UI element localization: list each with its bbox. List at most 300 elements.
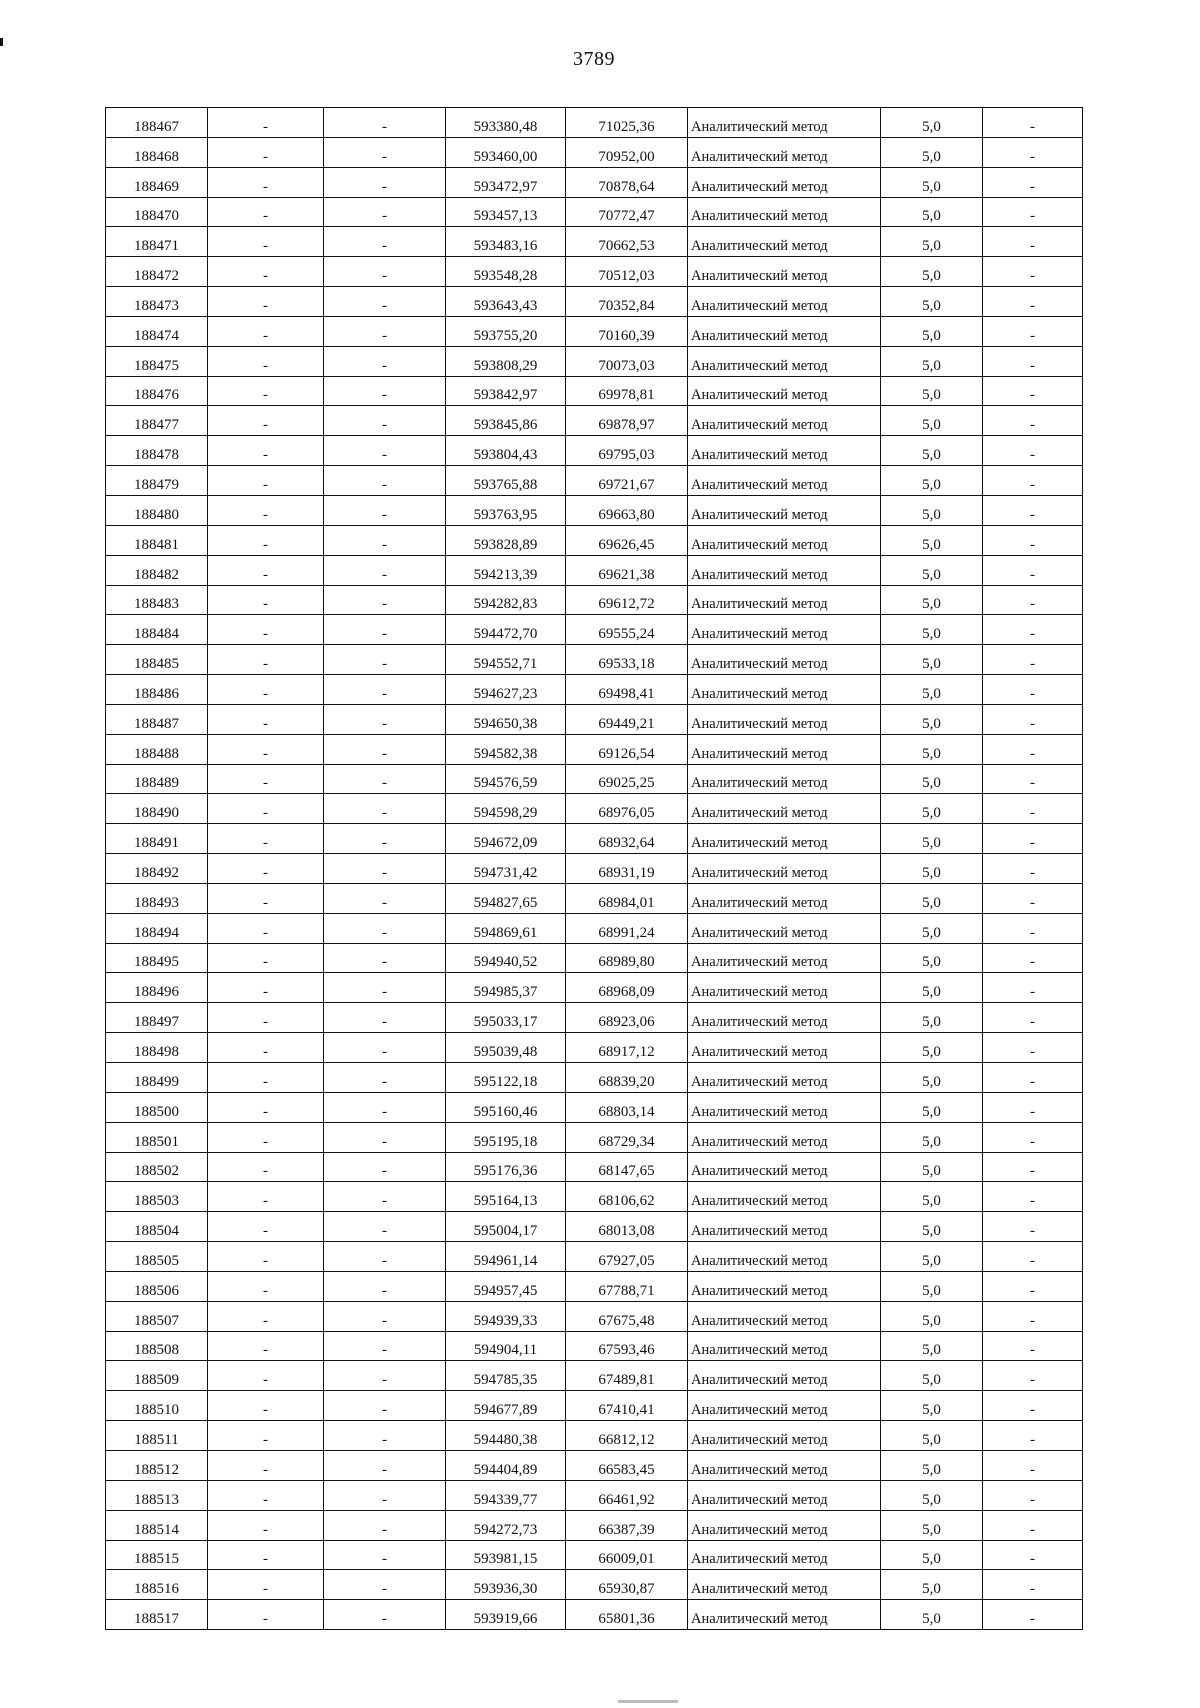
description-cell: - [983,794,1083,824]
empty-coord-cell: - [208,1152,324,1182]
point-number-cell: 188511 [106,1421,208,1451]
accuracy-cell: 5,0 [881,1122,983,1152]
empty-coord-cell: - [324,406,446,436]
point-number-cell: 188495 [106,943,208,973]
empty-coord-cell: - [324,287,446,317]
empty-coord-cell: - [208,197,324,227]
empty-coord-cell: - [324,1331,446,1361]
method-cell: Аналитический метод [688,1450,881,1480]
empty-coord-cell: - [208,1361,324,1391]
coordinates-table [105,107,1083,1630]
y-coordinate-cell: 69612,72 [566,585,688,615]
point-number-cell: 188494 [106,913,208,943]
y-coordinate-cell: 68803,14 [566,1092,688,1122]
empty-coord-cell: - [324,1421,446,1451]
x-coordinate-cell: 594940,52 [446,943,566,973]
point-number-cell: 188476 [106,376,208,406]
y-coordinate-cell: 69498,41 [566,675,688,705]
empty-coord-cell: - [324,1182,446,1212]
x-coordinate-cell: 593936,30 [446,1570,566,1600]
method-cell: Аналитический метод [688,704,881,734]
method-cell: Аналитический метод [688,824,881,854]
description-cell: - [983,1301,1083,1331]
method-cell: Аналитический метод [688,794,881,824]
description-cell: - [983,1033,1083,1063]
empty-coord-cell: - [324,1242,446,1272]
table-row [106,1152,1083,1182]
x-coordinate-cell: 594672,09 [446,824,566,854]
empty-coord-cell: - [324,1540,446,1570]
empty-coord-cell: - [324,227,446,257]
empty-coord-cell: - [324,1480,446,1510]
description-cell: - [983,824,1083,854]
table-row [106,1063,1083,1093]
accuracy-cell: 5,0 [881,1152,983,1182]
point-number-cell: 188509 [106,1361,208,1391]
accuracy-cell: 5,0 [881,675,983,705]
point-number-cell: 188482 [106,555,208,585]
description-cell: - [983,197,1083,227]
accuracy-cell: 5,0 [881,1271,983,1301]
table-row [106,764,1083,794]
empty-coord-cell: - [324,316,446,346]
method-cell: Аналитический метод [688,675,881,705]
accuracy-cell: 5,0 [881,734,983,764]
table-row [106,585,1083,615]
y-coordinate-cell: 66387,39 [566,1510,688,1540]
point-number-cell: 188502 [106,1152,208,1182]
method-cell: Аналитический метод [688,615,881,645]
table-row [106,167,1083,197]
accuracy-cell: 5,0 [881,495,983,525]
table-row [106,495,1083,525]
point-number-cell: 188468 [106,137,208,167]
x-coordinate-cell: 593548,28 [446,257,566,287]
method-cell: Аналитический метод [688,1540,881,1570]
x-coordinate-cell: 595160,46 [446,1092,566,1122]
empty-coord-cell: - [208,1540,324,1570]
table-row [106,1182,1083,1212]
method-cell: Аналитический метод [688,316,881,346]
method-cell: Аналитический метод [688,555,881,585]
point-number-cell: 188471 [106,227,208,257]
method-cell: Аналитический метод [688,645,881,675]
empty-coord-cell: - [208,376,324,406]
point-number-cell: 188515 [106,1540,208,1570]
empty-coord-cell: - [208,1391,324,1421]
description-cell: - [983,734,1083,764]
point-number-cell: 188469 [106,167,208,197]
accuracy-cell: 5,0 [881,1480,983,1510]
x-coordinate-cell: 595176,36 [446,1152,566,1182]
empty-coord-cell: - [324,734,446,764]
x-coordinate-cell: 594957,45 [446,1271,566,1301]
method-cell: Аналитический метод [688,1033,881,1063]
table-row [106,257,1083,287]
empty-coord-cell: - [208,883,324,913]
empty-coord-cell: - [324,645,446,675]
description-cell: - [983,555,1083,585]
empty-coord-cell: - [324,675,446,705]
point-number-cell: 188484 [106,615,208,645]
y-coordinate-cell: 68147,65 [566,1152,688,1182]
table-row [106,406,1083,436]
table-row [106,1271,1083,1301]
empty-coord-cell: - [324,466,446,496]
y-coordinate-cell: 70073,03 [566,346,688,376]
description-cell: - [983,167,1083,197]
empty-coord-cell: - [208,1450,324,1480]
accuracy-cell: 5,0 [881,137,983,167]
accuracy-cell: 5,0 [881,1450,983,1480]
y-coordinate-cell: 67675,48 [566,1301,688,1331]
y-coordinate-cell: 67593,46 [566,1331,688,1361]
point-number-cell: 188485 [106,645,208,675]
point-number-cell: 188499 [106,1063,208,1093]
x-coordinate-cell: 594961,14 [446,1242,566,1272]
empty-coord-cell: - [208,704,324,734]
empty-coord-cell: - [324,615,446,645]
x-coordinate-cell: 595122,18 [446,1063,566,1093]
empty-coord-cell: - [324,913,446,943]
point-number-cell: 188472 [106,257,208,287]
x-coordinate-cell: 593842,97 [446,376,566,406]
method-cell: Аналитический метод [688,1152,881,1182]
point-number-cell: 188497 [106,1003,208,1033]
method-cell: Аналитический метод [688,973,881,1003]
point-number-cell: 188491 [106,824,208,854]
method-cell: Аналитический метод [688,1391,881,1421]
empty-coord-cell: - [324,436,446,466]
y-coordinate-cell: 70352,84 [566,287,688,317]
x-coordinate-cell: 593460,00 [446,137,566,167]
empty-coord-cell: - [324,1391,446,1421]
x-coordinate-cell: 594677,89 [446,1391,566,1421]
description-cell: - [983,1003,1083,1033]
accuracy-cell: 5,0 [881,197,983,227]
point-number-cell: 188501 [106,1122,208,1152]
empty-coord-cell: - [324,376,446,406]
method-cell: Аналитический метод [688,137,881,167]
point-number-cell: 188487 [106,704,208,734]
y-coordinate-cell: 67788,71 [566,1271,688,1301]
method-cell: Аналитический метод [688,495,881,525]
empty-coord-cell: - [208,794,324,824]
point-number-cell: 188514 [106,1510,208,1540]
empty-coord-cell: - [324,824,446,854]
method-cell: Аналитический метод [688,734,881,764]
y-coordinate-cell: 66583,45 [566,1450,688,1480]
accuracy-cell: 5,0 [881,704,983,734]
accuracy-cell: 5,0 [881,316,983,346]
accuracy-cell: 5,0 [881,376,983,406]
method-cell: Аналитический метод [688,1331,881,1361]
table-row [106,794,1083,824]
empty-coord-cell: - [208,1182,324,1212]
x-coordinate-cell: 593919,66 [446,1600,566,1630]
description-cell: - [983,883,1083,913]
table-row [106,346,1083,376]
method-cell: Аналитический метод [688,943,881,973]
empty-coord-cell: - [208,854,324,884]
table-row [106,197,1083,227]
empty-coord-cell: - [208,824,324,854]
x-coordinate-cell: 594272,73 [446,1510,566,1540]
y-coordinate-cell: 69626,45 [566,525,688,555]
x-coordinate-cell: 594339,77 [446,1480,566,1510]
point-number-cell: 188488 [106,734,208,764]
point-number-cell: 188507 [106,1301,208,1331]
y-coordinate-cell: 69555,24 [566,615,688,645]
description-cell: - [983,1331,1083,1361]
table-row [106,973,1083,1003]
table-row [106,854,1083,884]
point-number-cell: 188513 [106,1480,208,1510]
description-cell: - [983,1242,1083,1272]
accuracy-cell: 5,0 [881,406,983,436]
table-row [106,466,1083,496]
y-coordinate-cell: 70512,03 [566,257,688,287]
empty-coord-cell: - [208,227,324,257]
x-coordinate-cell: 594985,37 [446,973,566,1003]
method-cell: Аналитический метод [688,1003,881,1033]
y-coordinate-cell: 68729,34 [566,1122,688,1152]
table-row [106,1600,1083,1630]
table-row [106,943,1083,973]
accuracy-cell: 5,0 [881,1570,983,1600]
x-coordinate-cell: 593457,13 [446,197,566,227]
accuracy-cell: 5,0 [881,1421,983,1451]
empty-coord-cell: - [208,257,324,287]
y-coordinate-cell: 68976,05 [566,794,688,824]
y-coordinate-cell: 65930,87 [566,1570,688,1600]
description-cell: - [983,585,1083,615]
x-coordinate-cell: 595039,48 [446,1033,566,1063]
point-number-cell: 188473 [106,287,208,317]
method-cell: Аналитический метод [688,257,881,287]
empty-coord-cell: - [208,1122,324,1152]
method-cell: Аналитический метод [688,1301,881,1331]
description-cell: - [983,943,1083,973]
x-coordinate-cell: 594213,39 [446,555,566,585]
empty-coord-cell: - [324,1122,446,1152]
description-cell: - [983,137,1083,167]
empty-coord-cell: - [324,525,446,555]
table-row [106,525,1083,555]
point-number-cell: 188480 [106,495,208,525]
x-coordinate-cell: 594869,61 [446,913,566,943]
accuracy-cell: 5,0 [881,466,983,496]
method-cell: Аналитический метод [688,1600,881,1630]
table-row [106,645,1083,675]
y-coordinate-cell: 67410,41 [566,1391,688,1421]
method-cell: Аналитический метод [688,108,881,138]
empty-coord-cell: - [208,1271,324,1301]
description-cell: - [983,346,1083,376]
point-number-cell: 188470 [106,197,208,227]
method-cell: Аналитический метод [688,167,881,197]
description-cell: - [983,436,1083,466]
y-coordinate-cell: 69449,21 [566,704,688,734]
empty-coord-cell: - [324,1361,446,1391]
description-cell: - [983,227,1083,257]
description-cell: - [983,704,1083,734]
table-row [106,137,1083,167]
accuracy-cell: 5,0 [881,346,983,376]
empty-coord-cell: - [208,973,324,1003]
x-coordinate-cell: 593845,86 [446,406,566,436]
empty-coord-cell: - [324,1033,446,1063]
x-coordinate-cell: 595164,13 [446,1182,566,1212]
method-cell: Аналитический метод [688,1092,881,1122]
empty-coord-cell: - [208,1242,324,1272]
method-cell: Аналитический метод [688,1063,881,1093]
x-coordinate-cell: 595033,17 [446,1003,566,1033]
table-body [106,108,1083,1630]
method-cell: Аналитический метод [688,376,881,406]
accuracy-cell: 5,0 [881,555,983,585]
method-cell: Аналитический метод [688,1122,881,1152]
accuracy-cell: 5,0 [881,1242,983,1272]
x-coordinate-cell: 593763,95 [446,495,566,525]
page-number: 3789 [573,48,615,70]
empty-coord-cell: - [208,436,324,466]
method-cell: Аналитический метод [688,883,881,913]
method-cell: Аналитический метод [688,227,881,257]
table-row [106,1331,1083,1361]
accuracy-cell: 5,0 [881,585,983,615]
y-coordinate-cell: 69795,03 [566,436,688,466]
empty-coord-cell: - [208,108,324,138]
description-cell: - [983,287,1083,317]
empty-coord-cell: - [324,1600,446,1630]
y-coordinate-cell: 68991,24 [566,913,688,943]
description-cell: - [983,1361,1083,1391]
table-row [106,1421,1083,1451]
accuracy-cell: 5,0 [881,1301,983,1331]
method-cell: Аналитический метод [688,1570,881,1600]
empty-coord-cell: - [324,197,446,227]
point-number-cell: 188479 [106,466,208,496]
x-coordinate-cell: 593380,48 [446,108,566,138]
description-cell: - [983,913,1083,943]
method-cell: Аналитический метод [688,197,881,227]
description-cell: - [983,1063,1083,1093]
empty-coord-cell: - [324,108,446,138]
table-row [106,675,1083,705]
empty-coord-cell: - [324,943,446,973]
table-row [106,1540,1083,1570]
y-coordinate-cell: 68917,12 [566,1033,688,1063]
table-row [106,1391,1083,1421]
empty-coord-cell: - [208,167,324,197]
point-number-cell: 188508 [106,1331,208,1361]
accuracy-cell: 5,0 [881,525,983,555]
accuracy-cell: 5,0 [881,645,983,675]
accuracy-cell: 5,0 [881,227,983,257]
point-number-cell: 188498 [106,1033,208,1063]
method-cell: Аналитический метод [688,287,881,317]
table-row [106,1242,1083,1272]
x-coordinate-cell: 593828,89 [446,525,566,555]
accuracy-cell: 5,0 [881,883,983,913]
description-cell: - [983,257,1083,287]
y-coordinate-cell: 68839,20 [566,1063,688,1093]
accuracy-cell: 5,0 [881,794,983,824]
description-cell: - [983,1600,1083,1630]
table-row [106,555,1083,585]
y-coordinate-cell: 69663,80 [566,495,688,525]
y-coordinate-cell: 68923,06 [566,1003,688,1033]
x-coordinate-cell: 594827,65 [446,883,566,913]
description-cell: - [983,495,1083,525]
point-number-cell: 188474 [106,316,208,346]
x-coordinate-cell: 594627,23 [446,675,566,705]
description-cell: - [983,1540,1083,1570]
method-cell: Аналитический метод [688,585,881,615]
y-coordinate-cell: 68931,19 [566,854,688,884]
empty-coord-cell: - [208,675,324,705]
point-number-cell: 188496 [106,973,208,1003]
description-cell: - [983,1450,1083,1480]
table-row [106,1122,1083,1152]
x-coordinate-cell: 594404,89 [446,1450,566,1480]
empty-coord-cell: - [208,615,324,645]
point-number-cell: 188503 [106,1182,208,1212]
empty-coord-cell: - [208,316,324,346]
table-row [106,1212,1083,1242]
description-cell: - [983,854,1083,884]
empty-coord-cell: - [208,287,324,317]
empty-coord-cell: - [208,764,324,794]
method-cell: Аналитический метод [688,913,881,943]
description-cell: - [983,764,1083,794]
table-row [106,227,1083,257]
accuracy-cell: 5,0 [881,973,983,1003]
y-coordinate-cell: 70160,39 [566,316,688,346]
method-cell: Аналитический метод [688,436,881,466]
y-coordinate-cell: 69025,25 [566,764,688,794]
table-row [106,734,1083,764]
empty-coord-cell: - [324,167,446,197]
point-number-cell: 188492 [106,854,208,884]
point-number-cell: 188506 [106,1271,208,1301]
empty-coord-cell: - [324,1570,446,1600]
accuracy-cell: 5,0 [881,913,983,943]
method-cell: Аналитический метод [688,764,881,794]
scan-smudge [618,1700,678,1703]
accuracy-cell: 5,0 [881,824,983,854]
x-coordinate-cell: 593483,16 [446,227,566,257]
description-cell: - [983,1480,1083,1510]
empty-coord-cell: - [208,1421,324,1451]
accuracy-cell: 5,0 [881,1600,983,1630]
empty-coord-cell: - [324,704,446,734]
x-coordinate-cell: 594785,35 [446,1361,566,1391]
accuracy-cell: 5,0 [881,1361,983,1391]
empty-coord-cell: - [324,346,446,376]
description-cell: - [983,645,1083,675]
description-cell: - [983,376,1083,406]
x-coordinate-cell: 593808,29 [446,346,566,376]
table-row [106,316,1083,346]
empty-coord-cell: - [324,1063,446,1093]
accuracy-cell: 5,0 [881,257,983,287]
table-row [106,1480,1083,1510]
y-coordinate-cell: 68013,08 [566,1212,688,1242]
method-cell: Аналитический метод [688,1480,881,1510]
empty-coord-cell: - [324,495,446,525]
